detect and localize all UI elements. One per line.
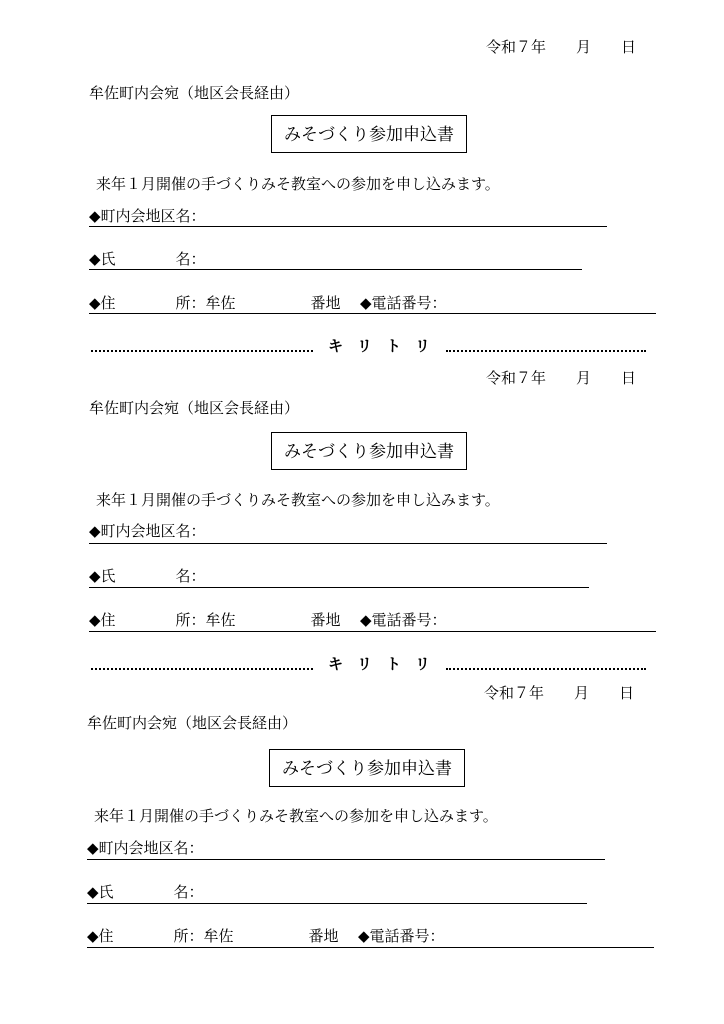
district-label: ◆町内会地区名： xyxy=(89,207,206,225)
addressee: 牟佐町内会宛（地区会長経由） xyxy=(89,399,300,417)
cut-label: キリトリ xyxy=(328,655,445,673)
name-label: ◆氏 名： xyxy=(89,250,206,268)
addressee: 牟佐町内会宛（地区会長経由） xyxy=(87,714,298,732)
intro-text: 来年１月開催の手づくりみそ教室への参加を申し込みます。 xyxy=(96,175,500,193)
dotted-line-left xyxy=(91,668,313,670)
district-field[interactable] xyxy=(89,543,607,544)
name-field[interactable] xyxy=(89,269,582,270)
name-field[interactable] xyxy=(89,587,589,588)
date: 令和７年 月 日 xyxy=(484,684,635,702)
addressee: 牟佐町内会宛（地区会長経由） xyxy=(89,84,300,102)
date: 令和７年 月 日 xyxy=(486,38,637,56)
dotted-line-right xyxy=(446,668,646,670)
form-title: みそづくり参加申込書 xyxy=(271,432,467,470)
dotted-line-right xyxy=(446,350,646,352)
address-label: ◆住 所：牟佐 番地 xyxy=(89,611,341,629)
address-field[interactable] xyxy=(87,947,654,948)
cut-label: キリトリ xyxy=(328,337,445,355)
district-label: ◆町内会地区名： xyxy=(87,839,204,857)
phone-label: ◆電話番号： xyxy=(358,927,445,945)
address-label: ◆住 所：牟佐 番地 xyxy=(87,927,339,945)
district-label: ◆町内会地区名： xyxy=(89,522,206,540)
address-field[interactable] xyxy=(89,631,656,632)
form-title: みそづくり参加申込書 xyxy=(271,115,467,153)
address-field[interactable] xyxy=(89,313,656,314)
name-field[interactable] xyxy=(87,903,587,904)
name-label: ◆氏 名： xyxy=(89,567,206,585)
district-field[interactable] xyxy=(89,226,607,227)
dotted-line-left xyxy=(91,350,313,352)
phone-label: ◆電話番号： xyxy=(360,611,447,629)
phone-label: ◆電話番号： xyxy=(360,294,447,312)
form-title: みそづくり参加申込書 xyxy=(269,749,465,787)
intro-text: 来年１月開催の手づくりみそ教室への参加を申し込みます。 xyxy=(94,807,498,825)
intro-text: 来年１月開催の手づくりみそ教室への参加を申し込みます。 xyxy=(96,491,500,509)
date: 令和７年 月 日 xyxy=(486,369,637,387)
district-field[interactable] xyxy=(87,859,605,860)
name-label: ◆氏 名： xyxy=(87,883,204,901)
address-label: ◆住 所：牟佐 番地 xyxy=(89,294,341,312)
